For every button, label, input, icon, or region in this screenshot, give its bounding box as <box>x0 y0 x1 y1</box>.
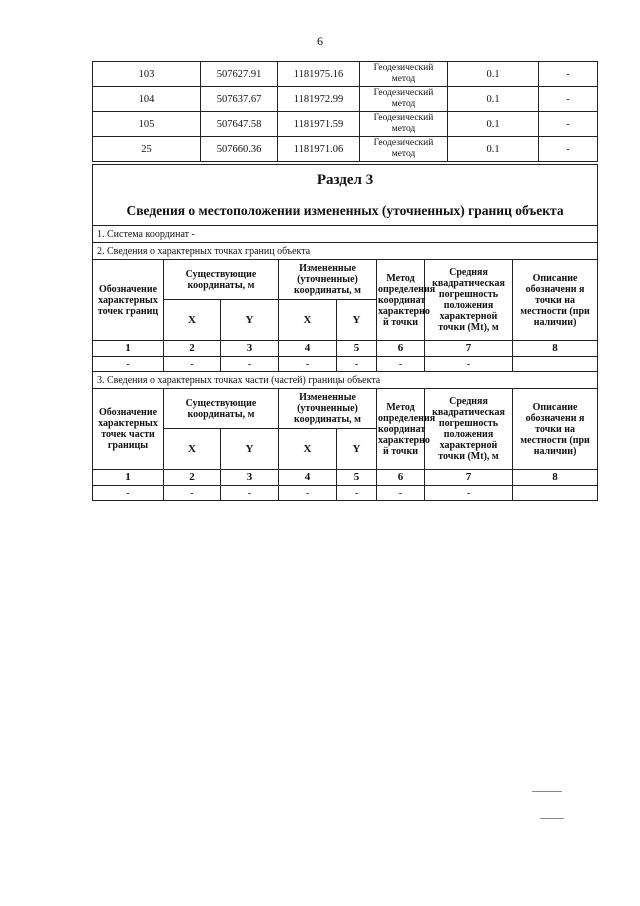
empty-cell: - <box>164 357 221 372</box>
empty-cell: - <box>221 486 279 501</box>
table-row <box>93 87 598 112</box>
coordinate-system-row: 1. Система координат - <box>93 226 598 243</box>
header-designation: Обозначение характерных точек границ <box>93 260 164 341</box>
section-subtitle: Сведения о местоположении измененных (уточненных) границ объекта <box>93 195 598 226</box>
column-number: 6 <box>377 470 425 486</box>
column-number-row <box>93 470 598 486</box>
column-number-row <box>93 341 598 357</box>
header-changed-y: Y <box>337 300 377 341</box>
empty-cell: - <box>164 486 221 501</box>
header-accuracy: Средняя квадратическая погрешность положения характерной точки (Mt), м <box>425 389 513 470</box>
column-number: 3 <box>221 341 279 357</box>
cell-x: 507660.36 <box>201 137 278 162</box>
table-row <box>93 137 598 162</box>
cell-x: 507637.67 <box>201 87 278 112</box>
cell-description: - <box>539 112 598 137</box>
header-changed-x: X <box>279 300 337 341</box>
empty-cell: - <box>377 357 425 372</box>
cell-y: 1181972.99 <box>278 87 360 112</box>
empty-cell: - <box>93 357 164 372</box>
header-changed-coordinates: Измененные (уточненные) координаты, м <box>279 260 377 300</box>
margin-mark <box>532 791 562 792</box>
header-accuracy: Средняя квадратическая погрешность положения характерной точки (Mt), м <box>425 260 513 341</box>
header-existing-y: Y <box>221 429 279 470</box>
empty-cell: - <box>279 357 337 372</box>
cell-description: - <box>539 87 598 112</box>
cell-accuracy: 0.1 <box>448 137 539 162</box>
cell-x: 507647.58 <box>201 112 278 137</box>
cell-y: 1181971.59 <box>278 112 360 137</box>
header-description: Описание обозначени я точки на местности (при наличии) <box>513 389 598 470</box>
coordinates-continuation-table <box>92 61 598 162</box>
header-method: Метод определения координат характерно й точки <box>377 389 425 470</box>
column-number: 6 <box>377 341 425 357</box>
margin-mark <box>540 818 564 819</box>
cell-point: 25 <box>93 137 201 162</box>
cell-point: 105 <box>93 112 201 137</box>
column-number: 2 <box>164 470 221 486</box>
header-changed-y: Y <box>337 429 377 470</box>
header-existing-x: X <box>164 300 221 341</box>
column-number: 1 <box>93 470 164 486</box>
empty-cell: - <box>337 486 377 501</box>
cell-accuracy: 0.1 <box>448 62 539 87</box>
empty-cell: - <box>425 357 513 372</box>
cell-y: 1181971.06 <box>278 137 360 162</box>
header-existing-coordinates: Существующие координаты, м <box>164 260 279 300</box>
cell-method: Геодезический метод <box>360 87 448 112</box>
empty-cell: - <box>377 486 425 501</box>
column-number: 5 <box>337 341 377 357</box>
section-3-table <box>92 164 598 501</box>
cell-method: Геодезический метод <box>360 137 448 162</box>
column-number: 1 <box>93 341 164 357</box>
empty-data-row <box>93 357 598 372</box>
column-number: 7 <box>425 470 513 486</box>
column-number: 4 <box>279 470 337 486</box>
cell-x: 507627.91 <box>201 62 278 87</box>
empty-cell: - <box>221 357 279 372</box>
page-number: 6 <box>317 34 323 48</box>
header-method: Метод определения координат характерно й точки <box>377 260 425 341</box>
cell-accuracy: 0.1 <box>448 112 539 137</box>
section-title: Раздел 3 <box>93 165 598 196</box>
cell-point: 103 <box>93 62 201 87</box>
cell-y: 1181975.16 <box>278 62 360 87</box>
cell-description: - <box>539 137 598 162</box>
part-2-title: 2. Сведения о характерных точках границ объекта <box>93 243 598 260</box>
part-3-title: 3. Сведения о характерных точках части (частей) границы объекта <box>93 372 598 389</box>
column-number: 3 <box>221 470 279 486</box>
column-number: 7 <box>425 341 513 357</box>
header-designation-part: Обозначение характерных точек части границы <box>93 389 164 470</box>
column-number: 2 <box>164 341 221 357</box>
empty-cell: - <box>337 357 377 372</box>
header-existing-coordinates: Существующие координаты, м <box>164 389 279 429</box>
header-existing-y: Y <box>221 300 279 341</box>
cell-description: - <box>539 62 598 87</box>
header-description: Описание обозначени я точки на местности (при наличии) <box>513 260 598 341</box>
empty-cell <box>513 486 598 501</box>
table-row <box>93 62 598 87</box>
cell-method: Геодезический метод <box>360 112 448 137</box>
column-number: 8 <box>513 341 598 357</box>
empty-cell <box>513 357 598 372</box>
column-number: 8 <box>513 470 598 486</box>
cell-point: 104 <box>93 87 201 112</box>
empty-cell: - <box>93 486 164 501</box>
empty-data-row <box>93 486 598 501</box>
empty-cell: - <box>425 486 513 501</box>
header-changed-x: X <box>279 429 337 470</box>
empty-cell: - <box>279 486 337 501</box>
column-number: 5 <box>337 470 377 486</box>
header-existing-x: X <box>164 429 221 470</box>
cell-method: Геодезический метод <box>360 62 448 87</box>
column-number: 4 <box>279 341 337 357</box>
cell-accuracy: 0.1 <box>448 87 539 112</box>
table-row <box>93 112 598 137</box>
header-changed-coordinates: Измененные (уточненные) координаты, м <box>279 389 377 429</box>
